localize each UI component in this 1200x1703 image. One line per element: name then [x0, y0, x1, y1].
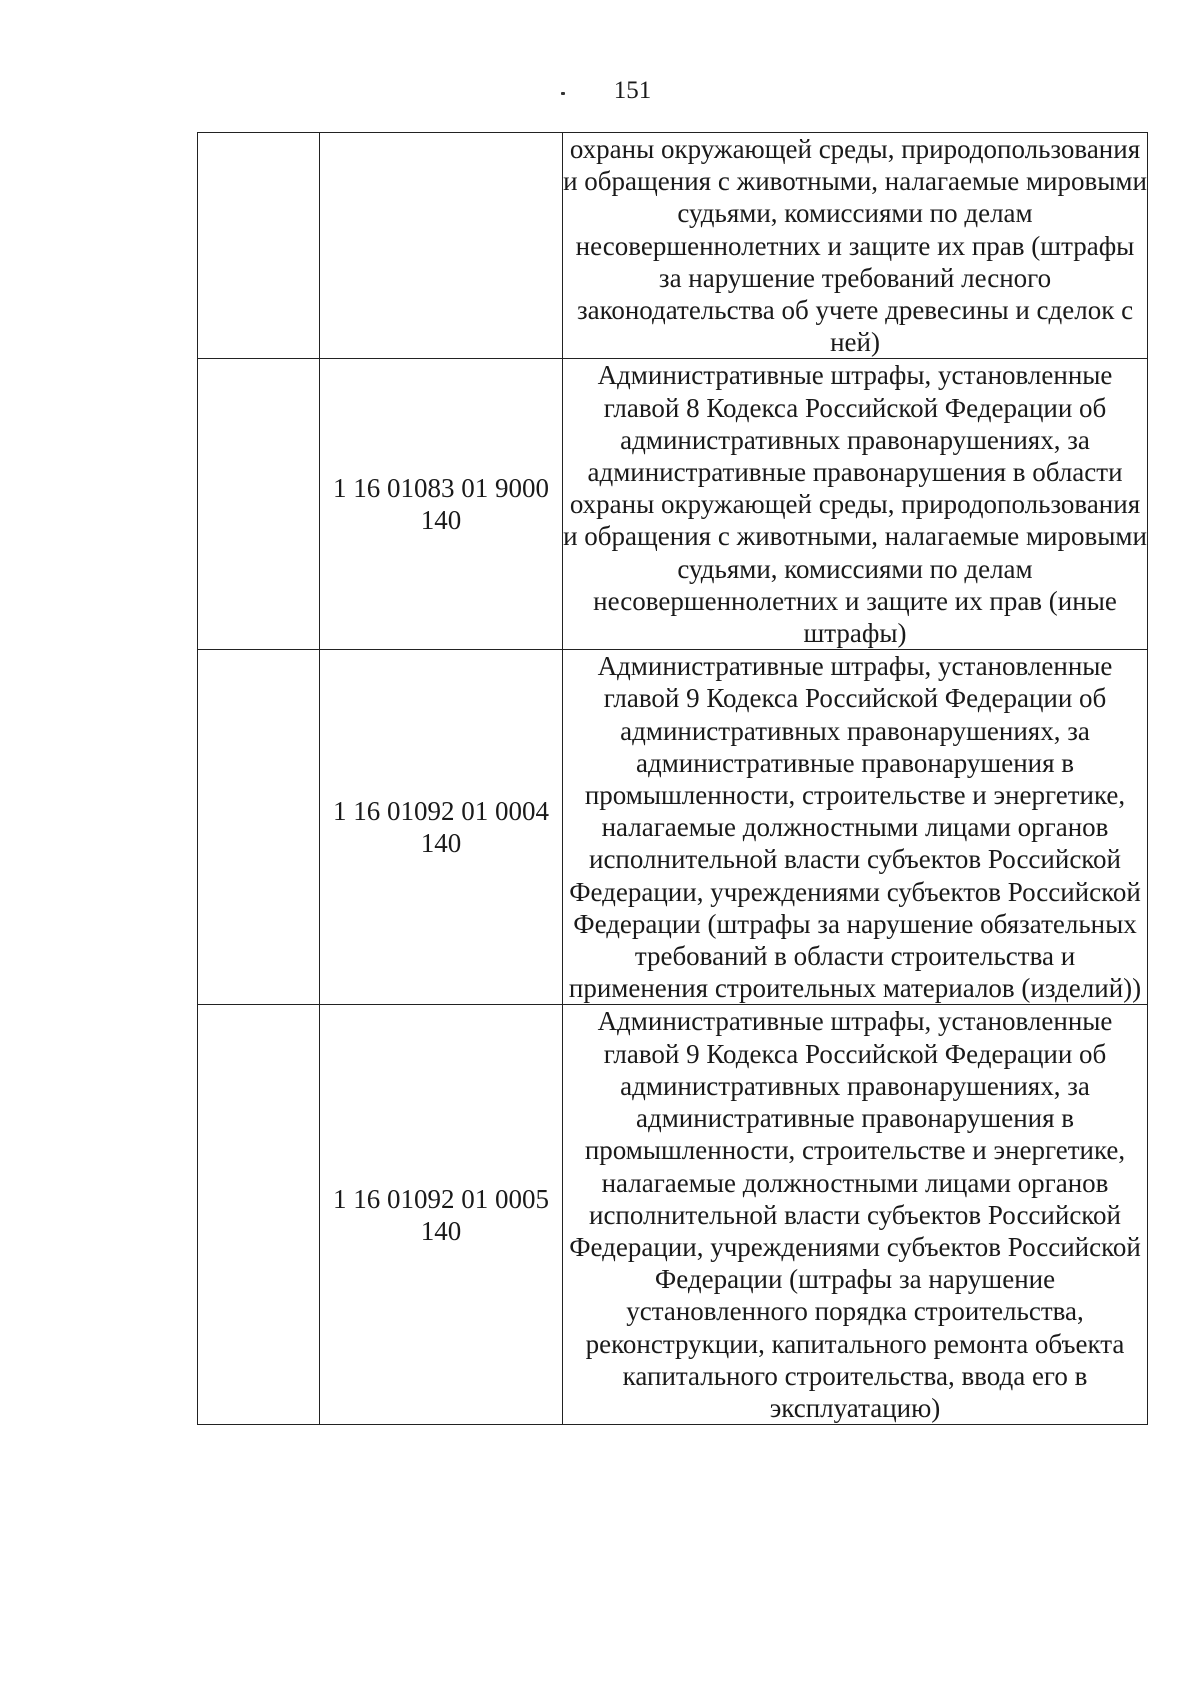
description-cell: охраны окружающей среды, природопользования и обращения с животными, налагаемые мировыми судьями, комиссиями по делам несовершеннолетних и защите их прав (штрафы за нарушение требований лесного законодательства об учете древесины и сделок с ней) — [563, 134, 1147, 358]
code-cell — [320, 650, 563, 1005]
empty-cell — [198, 359, 320, 650]
code-suffix: 140 — [420, 505, 462, 536]
code-cell — [320, 133, 563, 359]
table-row — [198, 133, 1148, 359]
empty-cell — [198, 650, 320, 1005]
budget-codes-table — [197, 132, 1148, 1425]
empty-cell — [198, 133, 320, 359]
code-suffix: 140 — [420, 828, 462, 859]
page-number: 151 — [613, 77, 652, 104]
code-cell — [320, 1005, 563, 1425]
code-text: 1 16 01092 01 0004 — [333, 796, 549, 827]
code-text: 1 16 01083 01 9000 — [333, 473, 549, 504]
code-text: 1 16 01092 01 0005 — [333, 1183, 549, 1214]
table-row — [198, 1005, 1148, 1425]
code-suffix: 140 — [420, 1215, 462, 1246]
description-cell: Административные штрафы, установленные главой 8 Кодекса Российской Федерации об административных правонарушениях, за административные правонарушения в области охраны окружающей среды, природопользования и обращения с животными, налагаемые мировыми судьями, комиссиями по делам несовершеннолетних и защите их прав (иные штрафы) — [563, 360, 1147, 649]
table-row — [198, 650, 1148, 1005]
description-cell: Административные штрафы, установленные главой 9 Кодекса Российской Федерации об административных правонарушениях, за административные правонарушения в промышленности, строительстве и энергетике, налагаемые должностными лицами органов исполнительной власти субъектов Российской Федерации, учреждениями субъектов Российской Федерации (штрафы за нарушение установленного порядка строительства, реконструкции, капитального ремонта объекта капитального строительства, ввода его в эксплуатацию) — [563, 1005, 1148, 1425]
code-cell — [320, 359, 563, 650]
description-cell: Административные штрафы, установленные главой 9 Кодекса Российской Федерации об административных правонарушениях, за административные правонарушения в промышленности, строительстве и энергетике, налагаемые должностными лицами органов исполнительной власти субъектов Российской Федерации, учреждениями субъектов Российской Федерации (штрафы за нарушение обязательных требований в области строительства и применения строительных материалов (изделий)) — [563, 650, 1148, 1005]
empty-cell — [198, 1005, 320, 1425]
table-row — [198, 359, 1148, 650]
